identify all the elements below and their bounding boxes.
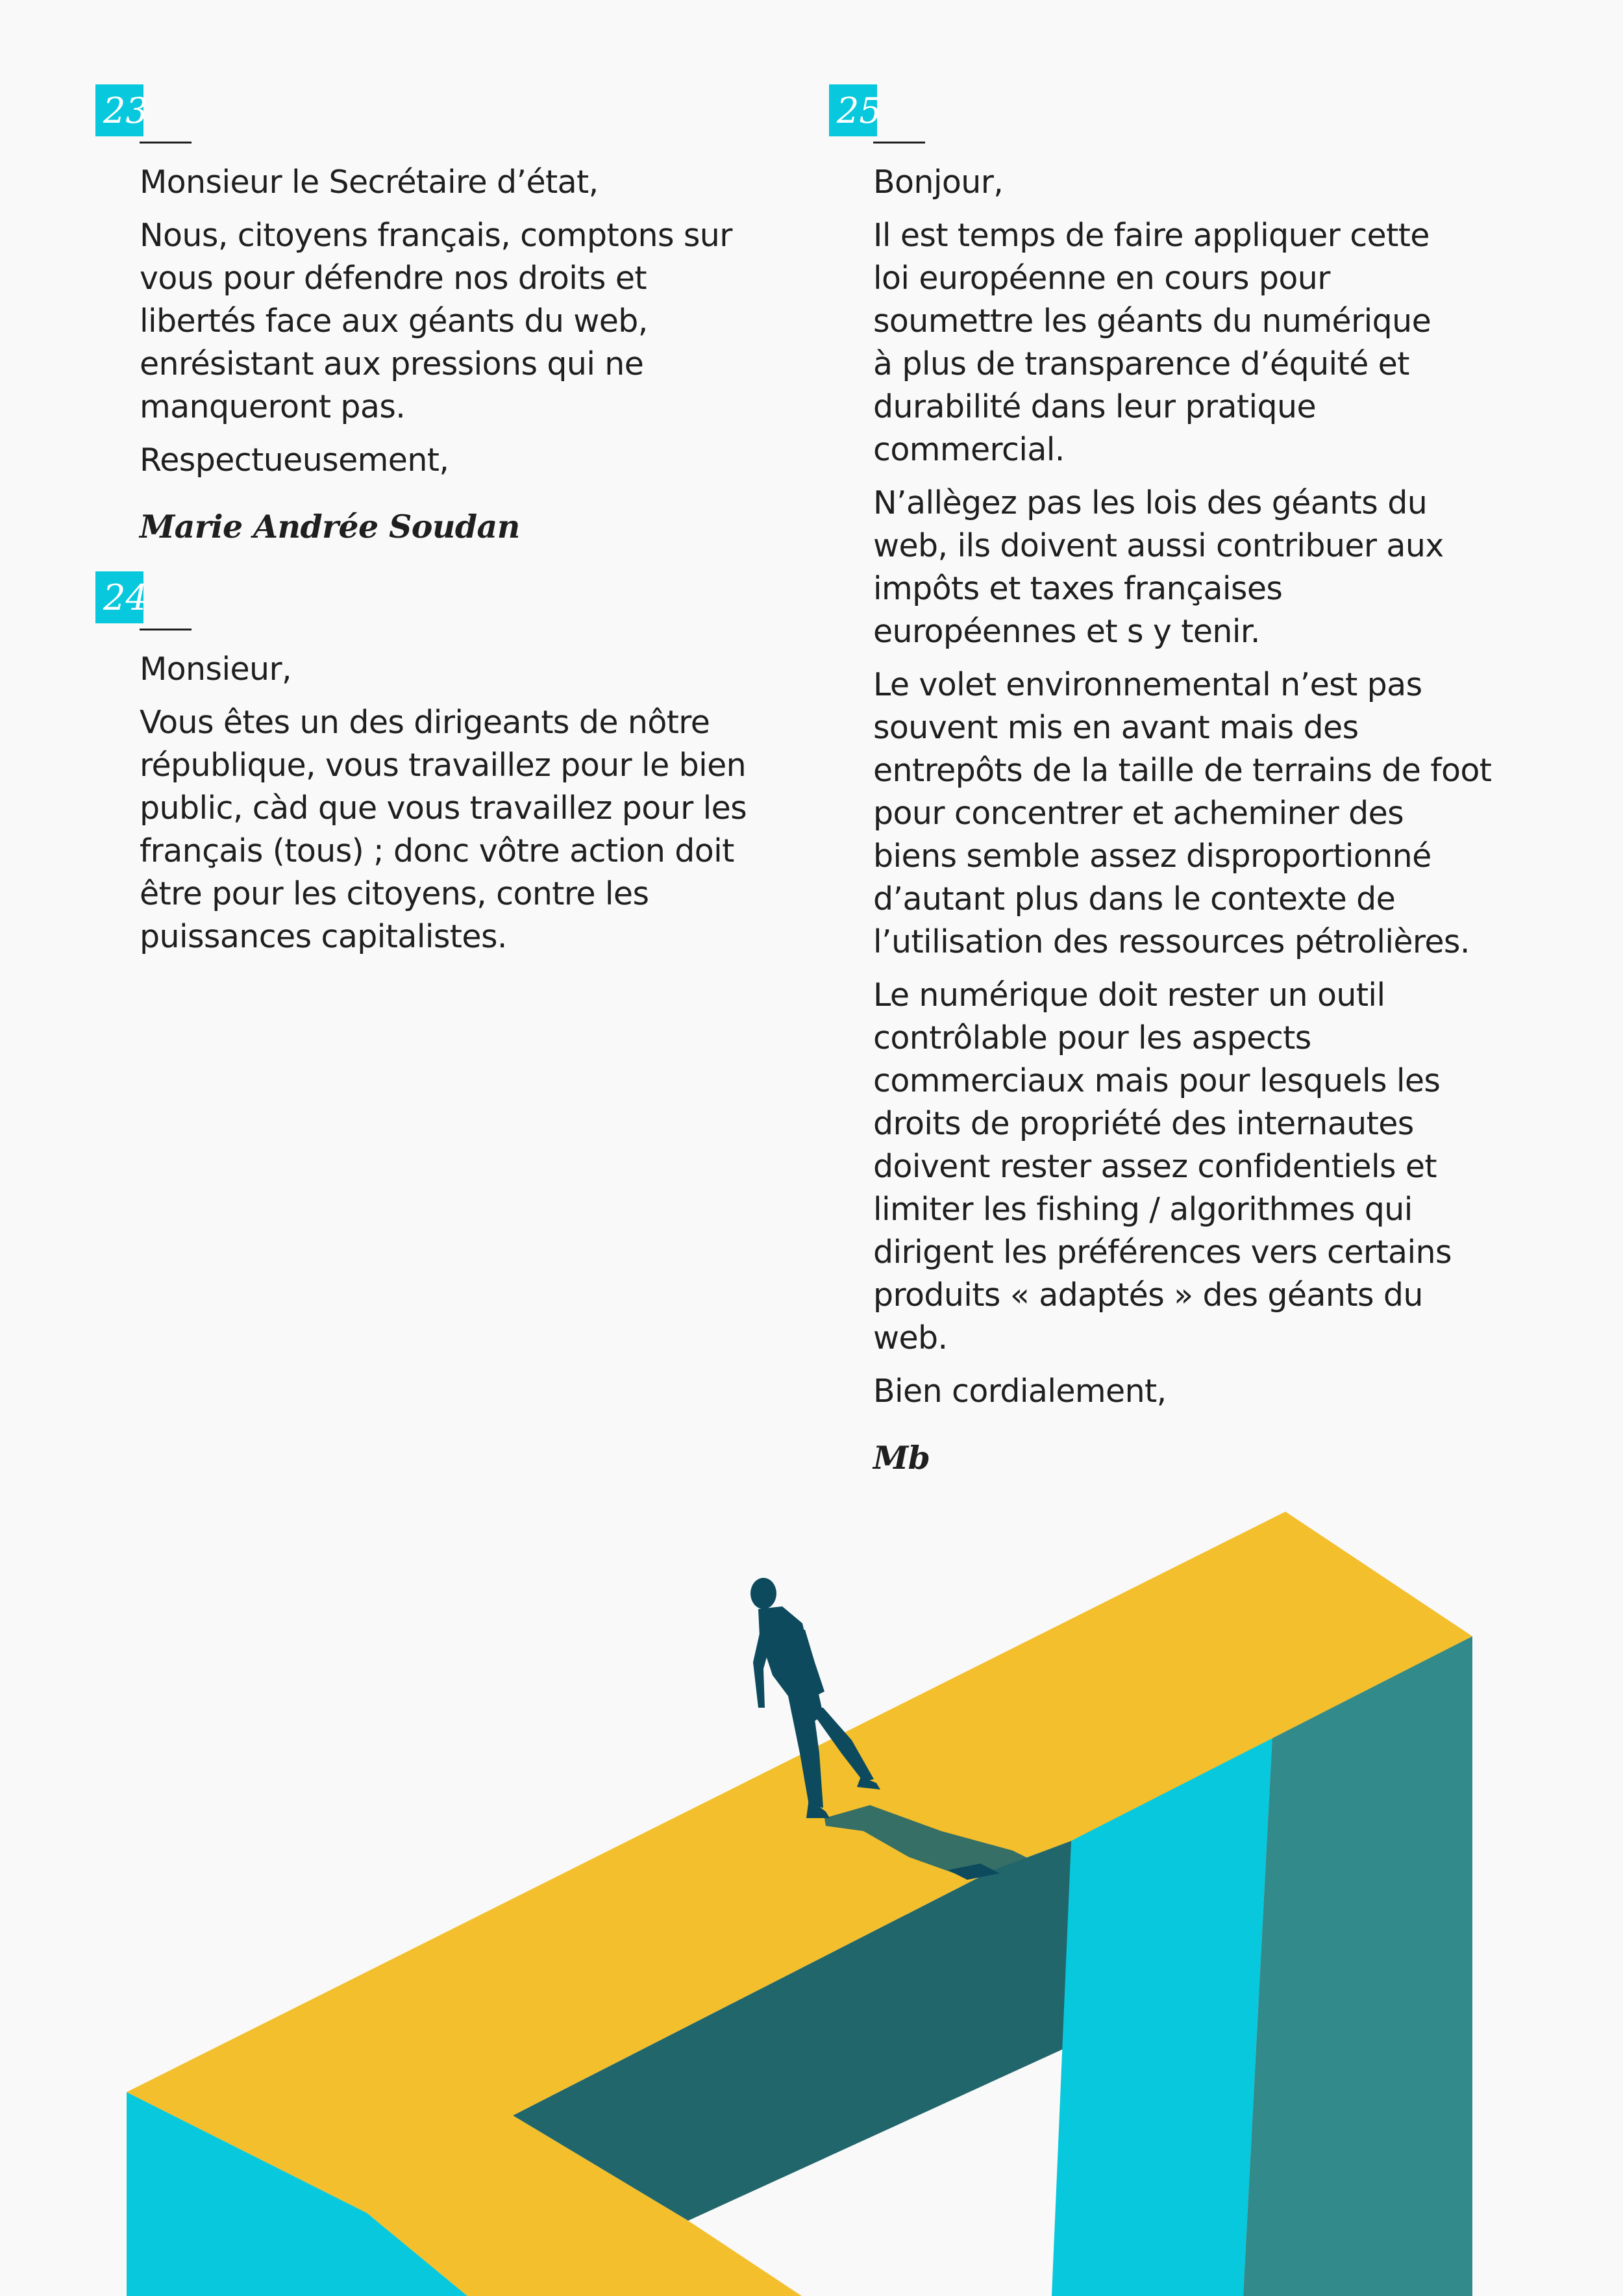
letter-body — [140, 161, 789, 558]
letter-greeting: Bonjour, — [873, 164, 1004, 201]
letter-body — [140, 648, 789, 969]
letter-greeting: Monsieur le Secrétaire d’état, — [140, 164, 599, 201]
letter-number: 23 — [103, 90, 148, 131]
number-rule-divider — [873, 142, 925, 144]
letter-paragraph: Vous êtes un des dirigeants de nôtre république, vous travaillez pour le bien public, càd que vous travaillez pour les français (tous) ; donc vôtre action doit être pour les citoyens, contre les puissances capitalistes. — [140, 704, 747, 955]
letter-number-badge — [95, 571, 148, 623]
letter-signature: Marie Andrée Soudan — [140, 508, 520, 545]
letter-number-badge — [829, 84, 882, 136]
letter-body — [873, 161, 1522, 1490]
letter-paragraph: Nous, citoyens français, comptons sur vous pour défendre nos droits et libertés face aux géants du web, enrésistant aux pressions qui ne manqueront pas. — [140, 217, 732, 425]
letter-paragraph: Le numérique doit rester un outil contrôlable pour les aspects commerciaux mais pour lesquels les droits de propriété des internautes doivent rester assez confidentiels et limiter les fishing / algorithmes qui dirigent les préférences vers certains produits « adaptés » des géants du web. — [873, 977, 1452, 1356]
letter-number-badge — [95, 84, 148, 136]
letter-paragraph: Il est temps de faire appliquer cette loi européenne en cours pour soumettre les géants du numérique à plus de transparence d’équité et durabilité dans leur pratique commercial. — [873, 217, 1431, 468]
letter-number: 25 — [837, 90, 882, 131]
letter-paragraph: N’allègez pas les lois des géants du web, ils doivent aussi contribuer aux impôts et taxes françaises européennes et s y tenir. — [873, 484, 1444, 650]
letter-number: 24 — [103, 577, 148, 618]
letter-signature: Mb — [873, 1439, 930, 1477]
letter-closing: Respectueusement, — [140, 442, 449, 479]
number-rule-divider — [140, 142, 192, 144]
letter-greeting: Monsieur, — [140, 651, 291, 688]
letter-closing: Bien cordialement, — [873, 1373, 1167, 1410]
letter-paragraph: Le volet environnemental n’est pas souvent mis en avant mais des entrepôts de la taille de terrains de foot pour concentrer et acheminer des biens semble assez disproportionné d’autant plus dans le contexte de l’utilisation des ressources pétrolières. — [873, 666, 1492, 960]
number-rule-divider — [140, 629, 192, 630]
impossible-structure-illustration — [0, 1480, 1623, 2296]
